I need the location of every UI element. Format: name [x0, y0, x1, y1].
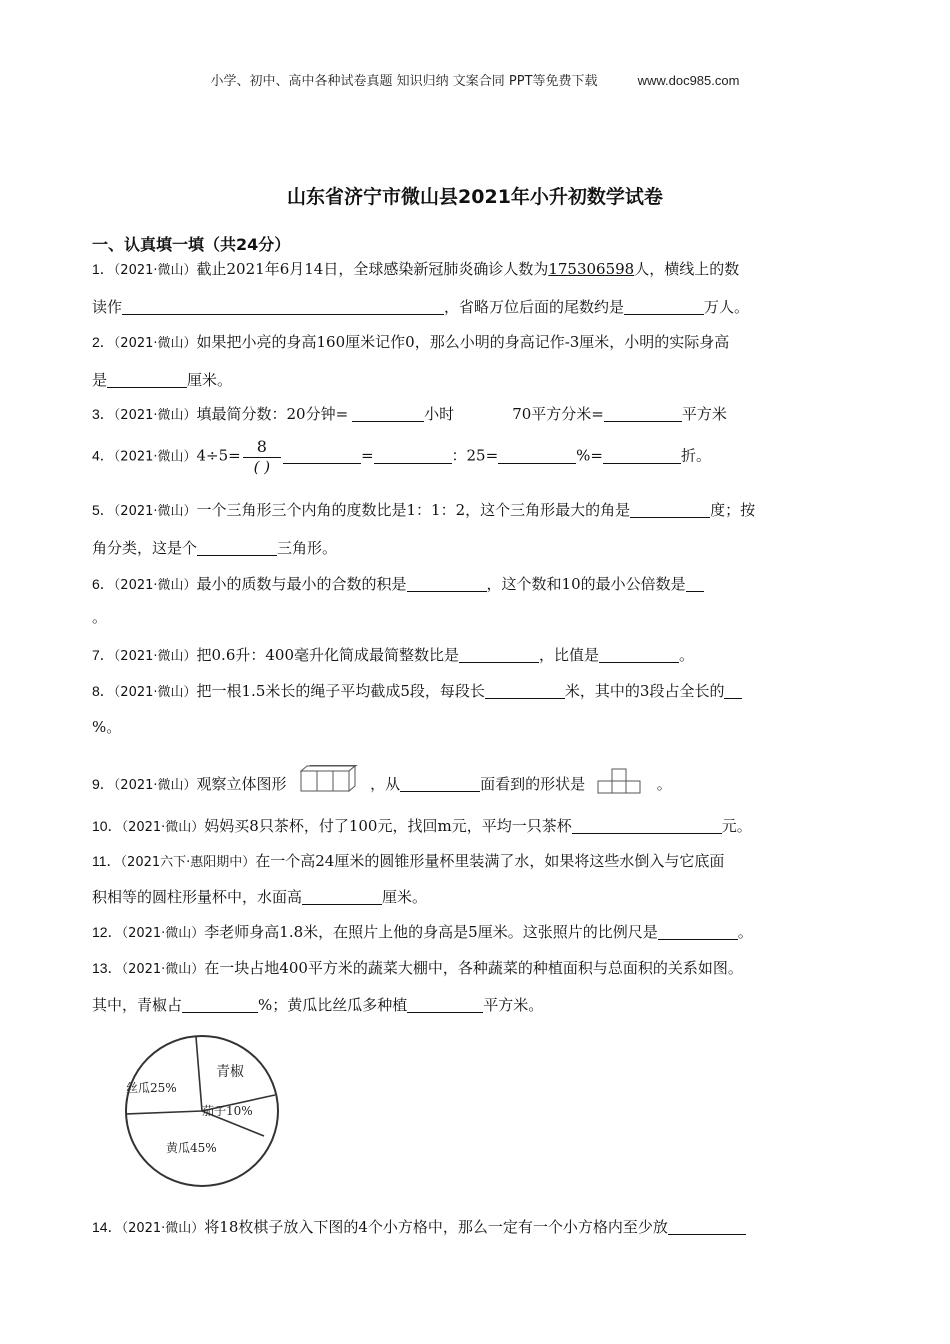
fraction: $\frac{8}{( )}$	[243, 437, 281, 476]
answer-blank[interactable]	[407, 997, 483, 1013]
question-2-line-2: 是 厘米。	[92, 371, 233, 389]
answer-blank[interactable]	[572, 818, 722, 834]
question-5-line-1: 5．（2021·微山）一个三角形三个内角的度数比是1：1：2，这个三角形最大的角是 度；按	[92, 501, 756, 519]
answer-blank[interactable]	[498, 448, 576, 464]
answer-blank[interactable]	[400, 776, 480, 792]
question-8-line-1: 8．（2021·微山）把一根1.5米长的绳子平均截成5段，每段长 米，其中的3段占全长的	[92, 680, 742, 701]
question-13-line-2: 其中，青椒占 %；黄瓜比丝瓜多种植 平方米。	[92, 996, 544, 1014]
question-11-line-1: 11．（2021六下·惠阳期中）在一个高24厘米的圆锥形量杯里装满了水，如果将这些水倒入与它底面	[92, 852, 725, 870]
question-9: 9．（2021·微山）观察立体图形 ，从 面看到的形状是 。	[92, 765, 672, 795]
answer-blank[interactable]	[603, 448, 681, 464]
question-10: 10．（2021·微山）妈妈买8只茶杯，付了100元，找回m元，平均一只茶杯 元。	[92, 817, 752, 835]
question-6-line-2: 。	[92, 608, 108, 626]
answer-blank[interactable]	[182, 997, 258, 1013]
answer-blank[interactable]	[686, 576, 704, 592]
question-13-line-1: 13．（2021·微山）在一块占地400平方米的蔬菜大棚中，各种蔬菜的种植面积与总面积的关系如图。	[92, 959, 743, 977]
vegetable-pie-chart	[118, 1032, 288, 1192]
answer-blank[interactable]	[724, 683, 742, 699]
question-14: 14．（2021·微山）将18枚棋子放入下图的4个小方格中，那么一定有一个小方格内至少放	[92, 1216, 746, 1237]
pie-label-qiezi: 茄子10%	[202, 1104, 253, 1118]
underlined-number: 175306598	[548, 260, 635, 278]
question-11-line-2: 积相等的圆柱形量杯中，水面高 厘米。	[92, 888, 428, 906]
question-3: 3．（2021·微山）填最简分数：20分钟= 小时 70平方分米= 平方米	[92, 405, 727, 423]
question-4: 4．（2021·微山）4÷5= $\frac{8}{( )}$ = ：25= %= 折。	[92, 437, 712, 476]
solid-figure-icon	[299, 765, 359, 795]
answer-blank[interactable]	[197, 540, 277, 556]
page-title: 山东省济宁市微山县2021年小升初数学试卷	[287, 186, 663, 208]
answer-blank[interactable]	[599, 647, 679, 663]
answer-blank[interactable]	[352, 406, 424, 422]
view-shape-icon	[596, 767, 646, 795]
answer-blank[interactable]	[630, 502, 710, 518]
question-6-line-1: 6．（2021·微山）最小的质数与最小的合数的积是 ，这个数和10的最小公倍数是	[92, 573, 704, 594]
page-header	[0, 70, 950, 89]
pie-label-qingjiao: 青椒	[216, 1064, 244, 1080]
section-heading: 一、认真填一填（共24分）	[92, 235, 291, 254]
question-7: 7．（2021·微山）把0.6升：400毫升化简成最简整数比是 ，比值是 。	[92, 646, 695, 664]
answer-blank[interactable]	[107, 372, 187, 388]
header-url[interactable]: www.doc985.com	[637, 73, 740, 88]
answer-blank[interactable]	[407, 576, 487, 592]
answer-blank[interactable]	[604, 406, 682, 422]
pie-label-sigua: 丝瓜25%	[126, 1081, 177, 1095]
answer-blank[interactable]	[668, 1219, 746, 1235]
question-12: 12．（2021·微山）李老师身高1.8米，在照片上他的身高是5厘米。这张照片的比例尺是 。	[92, 923, 753, 941]
answer-blank[interactable]	[122, 299, 444, 315]
answer-blank[interactable]	[283, 448, 361, 464]
question-8-line-2: %。	[92, 718, 122, 736]
question-1-line-2: 读作 ，省略万位后面的尾数约是 万人。	[92, 298, 750, 316]
pie-label-huanggua: 黄瓜45%	[166, 1141, 217, 1155]
question-1-line-1: 1．（2021·微山）截止2021年6月14日，全球感染新冠肺炎确诊人数为175306598人，横线上的数	[92, 260, 740, 278]
question-2-line-1: 2．（2021·微山）如果把小亮的身高160厘米记作0，那么小明的身高记作-3厘米，小明的实际身高	[92, 333, 730, 351]
answer-blank[interactable]	[459, 647, 539, 663]
answer-blank[interactable]	[374, 448, 452, 464]
header-text: 小学、初中、高中各种试卷真题 知识归纳 文案合同 PPT等免费下载	[210, 74, 598, 89]
answer-blank[interactable]	[624, 299, 704, 315]
question-5-line-2: 角分类，这是个 三角形。	[92, 539, 338, 557]
answer-blank[interactable]	[485, 683, 565, 699]
answer-blank[interactable]	[658, 924, 738, 940]
answer-blank[interactable]	[302, 889, 382, 905]
